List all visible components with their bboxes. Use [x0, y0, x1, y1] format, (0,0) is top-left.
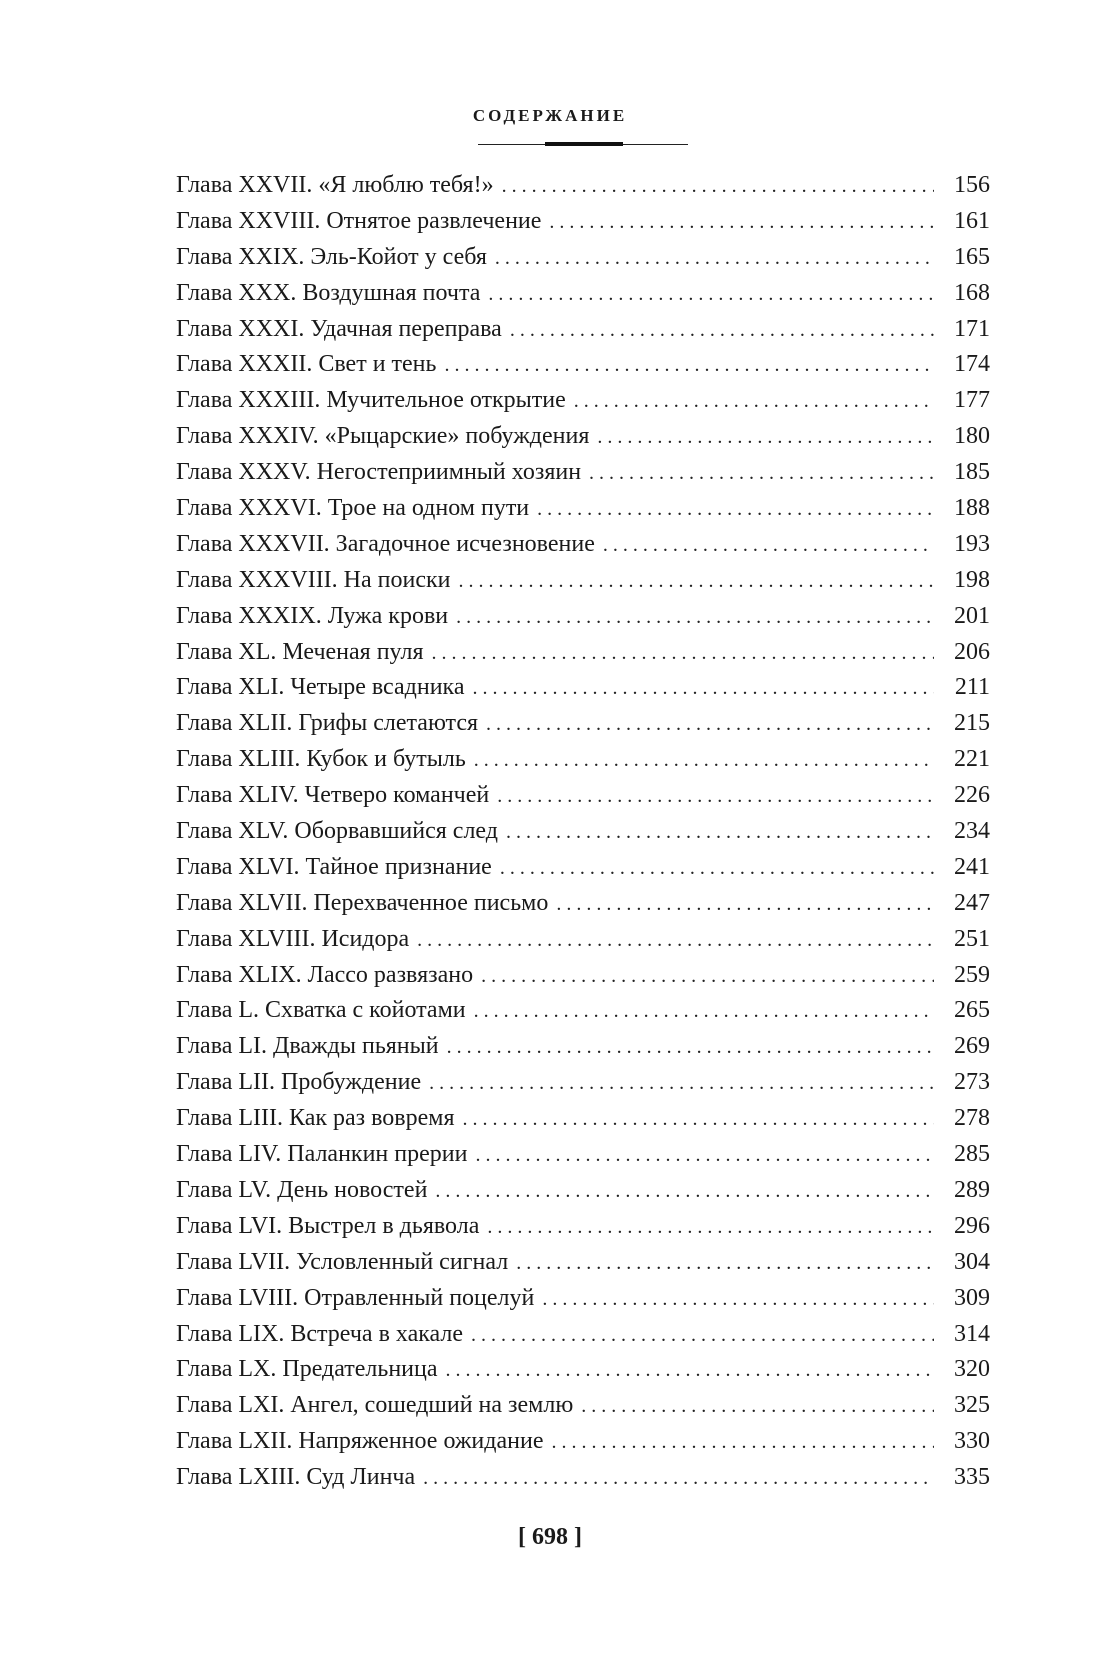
toc-entry-leader-dots	[474, 743, 934, 779]
toc-entry-leader-dots	[486, 707, 934, 743]
toc-entry-leader-dots	[475, 1138, 934, 1174]
toc-entry-title: Глава XLV. Оборвавшийся след	[176, 818, 498, 845]
page-number: [ 698 ]	[518, 1524, 582, 1550]
toc-entry-leader-dots	[597, 420, 934, 456]
toc-entry	[176, 599, 990, 635]
toc-entry-title: Глава XXXIV. «Рыцарские» побуждения	[176, 423, 590, 450]
toc-entry-page: 188	[954, 495, 990, 522]
toc-entry-title: Глава XXX. Воздушная почта	[176, 279, 481, 306]
toc-entry	[176, 1137, 990, 1173]
toc-entry-page: 180	[954, 423, 990, 450]
toc-entry-title: Глава LV. День новостей	[176, 1176, 428, 1203]
toc-entry-leader-dots	[432, 636, 935, 672]
toc-entry	[176, 1388, 990, 1424]
table-of-contents	[176, 168, 990, 1496]
toc-entry	[176, 706, 990, 742]
toc-entry-title: Глава XXVII. «Я люблю тебя!»	[176, 172, 494, 198]
toc-entry-leader-dots	[447, 1030, 934, 1066]
toc-entry-title: Глава XLVIII. Исидора	[176, 925, 410, 952]
toc-entry-title: Глава LIX. Встреча в хакале	[176, 1320, 464, 1347]
toc-entry-leader-dots	[542, 1282, 934, 1318]
toc-entry-leader-dots	[487, 1210, 934, 1246]
toc-entry-page: 259	[954, 961, 990, 988]
toc-entry-title: Глава XXIX. Эль-Койот у себя	[176, 243, 487, 270]
toc-entry	[176, 419, 990, 455]
toc-entry-leader-dots	[423, 1461, 934, 1497]
toc-entry-leader-dots	[537, 492, 934, 528]
toc-entry-title: Глава XXXVI. Трое на одном пути	[176, 495, 530, 522]
toc-entry-leader-dots	[435, 1174, 934, 1210]
toc-entry-title: Глава XXXV. Негостеприимный хозяин	[176, 459, 582, 486]
toc-entry-page: 247	[954, 889, 990, 916]
toc-entry-leader-dots	[551, 1425, 934, 1461]
toc-entry-title: Глава LII. Пробуждение	[176, 1069, 422, 1096]
toc-entry-page: 171	[954, 315, 990, 342]
toc-entry	[176, 1424, 990, 1460]
toc-entry	[176, 527, 990, 563]
toc-entry	[176, 1209, 990, 1245]
toc-entry-page: 156	[954, 172, 990, 198]
toc-entry-page: 325	[954, 1392, 990, 1419]
toc-entry-page: 273	[954, 1069, 990, 1096]
toc-entry-title: Глава XXXVII. Загадочное исчезновение	[176, 530, 595, 557]
toc-entry-leader-dots	[481, 959, 934, 995]
toc-entry-leader-dots	[574, 384, 934, 420]
toc-entry-title: Глава LXII. Напряженное ожидание	[176, 1428, 544, 1455]
toc-entry-page: 185	[954, 459, 990, 486]
toc-entry	[176, 168, 990, 204]
toc-entry-page: 193	[954, 530, 990, 557]
toc-entry	[176, 1101, 990, 1137]
toc-entry-page: 309	[954, 1284, 990, 1311]
toc-entry-title: Глава LIV. Паланкин прерии	[176, 1141, 468, 1168]
toc-entry-page: 269	[954, 1033, 990, 1060]
toc-entry	[176, 993, 990, 1029]
toc-entry-page: 335	[954, 1464, 990, 1491]
toc-entry-page: 234	[954, 818, 990, 845]
toc-entry	[176, 563, 990, 599]
toc-entry-title: Глава XLI. Четыре всадника	[176, 674, 465, 701]
toc-entry	[176, 1281, 990, 1317]
toc-entry-page: 278	[954, 1105, 990, 1132]
toc-entry-title: Глава XXXIII. Мучительное открытие	[176, 387, 566, 414]
toc-entry	[176, 1317, 990, 1353]
toc-entry	[176, 1065, 990, 1101]
toc-entry-page: 211	[954, 674, 990, 701]
toc-entry-page: 265	[954, 997, 990, 1024]
toc-entry	[176, 922, 990, 958]
toc-entry-title: Глава LVI. Выстрел в дьявола	[176, 1212, 480, 1239]
toc-entry	[176, 1173, 990, 1209]
toc-entry-title: Глава L. Схватка с койотами	[176, 997, 466, 1024]
toc-entry-leader-dots	[417, 923, 934, 959]
toc-entry-page: 201	[954, 602, 990, 629]
toc-entry-leader-dots	[429, 1066, 934, 1102]
toc-entry-page: 177	[954, 387, 990, 414]
toc-entry-leader-dots	[463, 1102, 934, 1138]
toc-entry	[176, 276, 990, 312]
page-title: СОДЕРЖАНИЕ	[472, 106, 628, 125]
toc-entry	[176, 958, 990, 994]
toc-entry-leader-dots	[456, 600, 934, 636]
toc-entry-page: 221	[954, 746, 990, 773]
toc-entry	[176, 1460, 990, 1496]
toc-entry	[176, 312, 990, 348]
toc-entry-leader-dots	[516, 1246, 934, 1282]
toc-entry-page: 206	[954, 638, 990, 665]
toc-entry-title: Глава XL. Меченая пуля	[176, 638, 424, 665]
toc-entry-leader-dots	[506, 815, 934, 851]
toc-entry-page: 296	[954, 1212, 990, 1239]
toc-entry-leader-dots	[603, 528, 934, 564]
toc-entry-page: 198	[954, 566, 990, 593]
toc-entry	[176, 455, 990, 491]
toc-entry	[176, 347, 990, 383]
toc-entry-page: 304	[954, 1248, 990, 1275]
title-rule-accent	[545, 142, 623, 146]
toc-entry	[176, 1029, 990, 1065]
toc-entry-title: Глава LXI. Ангел, сошедший на землю	[176, 1392, 574, 1419]
toc-entry-page: 320	[954, 1356, 990, 1383]
toc-entry-leader-dots	[500, 851, 934, 887]
toc-entry-page: 161	[954, 207, 990, 234]
toc-entry-page: 174	[954, 351, 990, 378]
toc-entry	[176, 850, 990, 886]
toc-entry	[176, 635, 990, 671]
toc-entry-title: Глава LVIII. Отравленный поцелуй	[176, 1284, 535, 1311]
toc-entry-title: Глава XLIV. Четверо команчей	[176, 782, 490, 809]
toc-entry-title: Глава XXVIII. Отнятое развлечение	[176, 207, 542, 234]
toc-entry-title: Глава XXXII. Свет и тень	[176, 351, 437, 378]
toc-entry-page: 285	[954, 1141, 990, 1168]
toc-entry-title: Глава LXIII. Суд Линча	[176, 1464, 416, 1491]
toc-entry-leader-dots	[444, 348, 934, 384]
toc-entry-leader-dots	[495, 241, 934, 277]
toc-entry-leader-dots	[488, 277, 934, 313]
toc-entry	[176, 1352, 990, 1388]
toc-entry	[176, 742, 990, 778]
toc-entry-title: Глава XXXI. Удачная переправа	[176, 315, 502, 342]
toc-entry-title: Глава XLVI. Тайное признание	[176, 853, 492, 880]
toc-entry-page: 330	[954, 1428, 990, 1455]
toc-entry-title: Глава LX. Предательница	[176, 1356, 438, 1383]
toc-entry-title: Глава LVII. Условленный сигнал	[176, 1248, 509, 1275]
toc-entry-page: 251	[954, 925, 990, 952]
toc-entry-leader-dots	[497, 779, 934, 815]
toc-entry	[176, 814, 990, 850]
toc-entry-page: 314	[954, 1320, 990, 1347]
toc-entry-page: 168	[954, 279, 990, 306]
toc-entry-leader-dots	[473, 671, 934, 707]
toc-entry-leader-dots	[446, 1353, 934, 1389]
toc-entry-page: 241	[954, 853, 990, 880]
toc-entry-title: Глава XLIII. Кубок и бутыль	[176, 746, 466, 773]
toc-entry-leader-dots	[474, 994, 934, 1030]
toc-entry-title: Глава XLIX. Лассо развязано	[176, 961, 474, 988]
toc-entry-page: 289	[954, 1176, 990, 1203]
toc-entry	[176, 383, 990, 419]
toc-entry-leader-dots	[510, 313, 934, 349]
toc-entry-page: 215	[954, 710, 990, 737]
toc-entry-leader-dots	[549, 205, 934, 241]
toc-entry	[176, 778, 990, 814]
toc-entry-title: Глава XXXIX. Лужа крови	[176, 602, 449, 629]
toc-entry	[176, 204, 990, 240]
toc-entry	[176, 491, 990, 527]
toc-entry-page: 165	[954, 243, 990, 270]
toc-entry	[176, 1245, 990, 1281]
toc-entry-title: Глава LI. Дважды пьяный	[176, 1033, 439, 1060]
toc-entry-title: Глава XLVII. Перехваченное письмо	[176, 889, 549, 916]
toc-entry-leader-dots	[502, 169, 934, 205]
toc-entry-page: 226	[954, 782, 990, 809]
toc-entry-title: Глава LIII. Как раз вовремя	[176, 1105, 455, 1132]
toc-entry-leader-dots	[459, 564, 935, 600]
toc-entry-leader-dots	[471, 1318, 934, 1354]
toc-entry	[176, 670, 990, 706]
toc-entry	[176, 886, 990, 922]
toc-entry-leader-dots	[556, 887, 934, 923]
toc-entry-title: Глава XLII. Грифы слетаются	[176, 710, 479, 737]
toc-entry-leader-dots	[581, 1389, 934, 1425]
toc-entry	[176, 240, 990, 276]
toc-entry-title: Глава XXXVIII. На поиски	[176, 566, 451, 593]
toc-entry-leader-dots	[589, 456, 934, 492]
